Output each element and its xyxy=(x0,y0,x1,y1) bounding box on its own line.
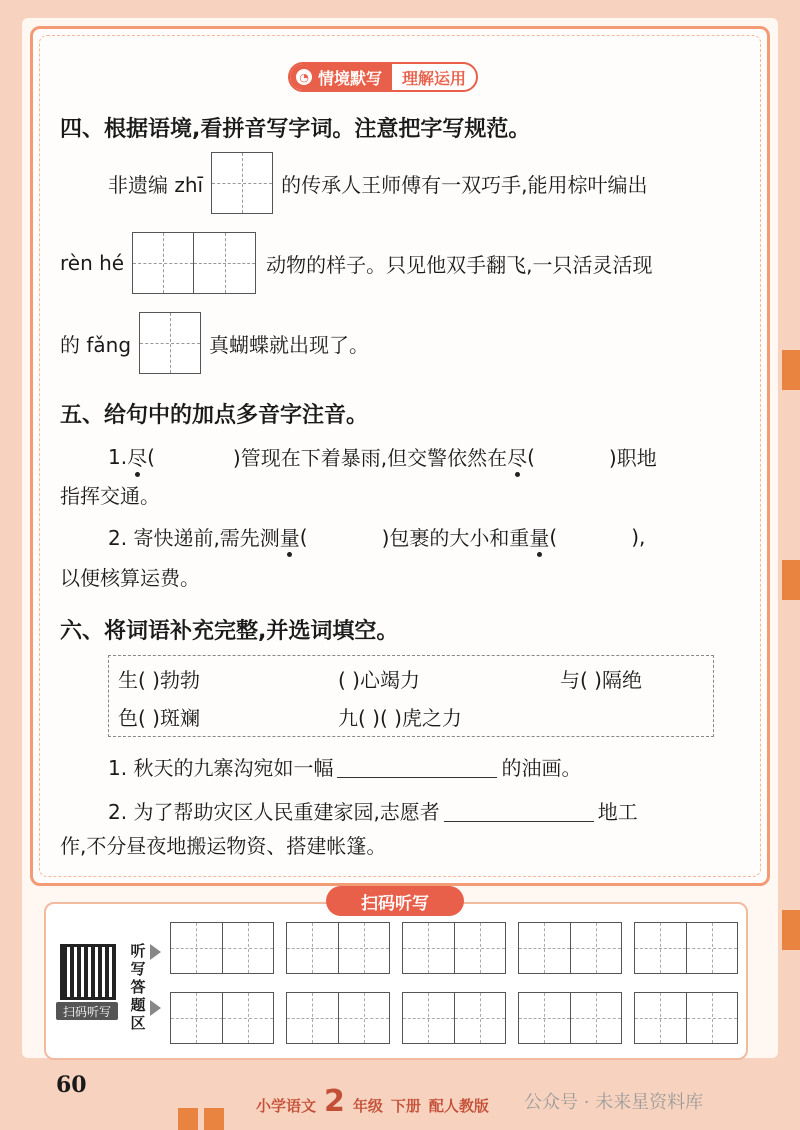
writing-grid[interactable] xyxy=(194,232,256,294)
dictation-tag: 扫码听写 xyxy=(326,886,464,916)
s4-text: 非遗编 zhī xyxy=(108,172,204,197)
s5-text: ( xyxy=(299,524,308,549)
s4-text: 的 fǎng xyxy=(60,332,132,357)
dictation-grid[interactable] xyxy=(170,922,274,974)
s4-text: 的传承人王师傅有一双巧手,能用棕叶编出 xyxy=(281,172,648,197)
bottom-tab xyxy=(204,1108,224,1130)
s6-q2 xyxy=(108,796,638,825)
s6-text: 1. 秋天的九寨沟宛如一幅 xyxy=(108,756,334,780)
volume: 下册 xyxy=(390,1097,421,1115)
s5-q2-cont: 以便核算运费。 xyxy=(60,566,200,590)
dictation-grid[interactable] xyxy=(402,922,506,974)
section-4-title: 四、根据语境,看拼音写字词。注意把字写规范。 xyxy=(60,117,531,142)
clock-icon: ◔ xyxy=(296,69,312,85)
dotted-char: 尽 xyxy=(127,442,147,471)
s5-text: )管现在下着暴雨,但交警依然在 xyxy=(232,446,508,470)
side-tab xyxy=(782,560,800,600)
s6-q2-cont: 作,不分昼夜地搬运物资、搭建帐篷。 xyxy=(60,834,387,858)
s4-text: 动物的样子。只见他双手翻飞,一只活灵活现 xyxy=(266,252,653,277)
s6-text: 的油画。 xyxy=(501,756,582,780)
word-item[interactable]: 九( )( )虎之力 xyxy=(338,706,462,730)
s5-text: 2. 寄快递前,需先测 xyxy=(108,526,280,550)
s4-line-3 xyxy=(60,312,369,374)
edition: 配人教版 xyxy=(428,1097,489,1115)
section-6-title: 六、将词语补充完整,并选词填空。 xyxy=(60,619,399,644)
dictation-vertical-label: 听写答题区 xyxy=(130,942,146,1032)
fill-blank[interactable] xyxy=(337,756,497,778)
dictation-grid[interactable] xyxy=(518,922,622,974)
section-tag xyxy=(288,62,478,92)
side-tab xyxy=(782,350,800,390)
writing-grid[interactable] xyxy=(132,232,194,294)
tag-sub: 理解运用 xyxy=(402,68,467,88)
s4-line-1 xyxy=(108,152,647,214)
word-item[interactable]: 与( )隔绝 xyxy=(560,668,642,692)
qr-code-icon[interactable] xyxy=(60,944,116,1000)
s5-text: ( xyxy=(527,444,535,469)
watermark: 公众号 · 未来星资料库 xyxy=(524,1092,704,1113)
dotted-char: 尽 xyxy=(507,442,527,471)
dictation-grid[interactable] xyxy=(634,922,738,974)
grade-number: 2 xyxy=(324,1084,345,1119)
arrow-right-icon xyxy=(150,944,161,960)
dictation-grid[interactable] xyxy=(170,992,274,1044)
s6-text: 地工 xyxy=(597,800,638,824)
s5-text: )包裹的大小和重 xyxy=(381,526,530,550)
word-item[interactable]: 生( )勃勃 xyxy=(118,668,200,692)
s5-q2 xyxy=(108,522,645,551)
bottom-tab xyxy=(178,1108,198,1130)
s4-text: rèn hé xyxy=(60,251,125,275)
dotted-char: 量 xyxy=(280,522,300,551)
s5-text: ), xyxy=(631,524,646,549)
s5-text: 1. xyxy=(108,444,128,469)
s5-text: ( xyxy=(147,444,155,469)
fill-blank[interactable] xyxy=(444,800,594,822)
dictation-grid[interactable] xyxy=(402,992,506,1044)
writing-grid[interactable] xyxy=(211,152,273,214)
grade: 年级 xyxy=(352,1097,383,1115)
tag-main: 情境默写 xyxy=(318,68,383,88)
qr-label: 扫码听写 xyxy=(56,1002,118,1020)
s4-line-2 xyxy=(60,232,652,294)
s6-q1 xyxy=(108,752,581,781)
arrow-right-icon xyxy=(150,1000,161,1016)
word-item[interactable]: 色( )斑斓 xyxy=(118,706,200,730)
dictation-grid[interactable] xyxy=(634,992,738,1044)
dictation-grid[interactable] xyxy=(286,922,390,974)
s5-q1-cont: 指挥交通。 xyxy=(60,484,160,508)
dictation-grid[interactable] xyxy=(286,992,390,1044)
section-5-title: 五、给句中的加点多音字注音。 xyxy=(60,403,369,428)
s5-text: ( xyxy=(549,524,558,549)
s4-text: 真蝴蝶就出现了。 xyxy=(209,332,370,357)
dictation-grid[interactable] xyxy=(518,992,622,1044)
book-info xyxy=(256,1084,489,1119)
s5-q1 xyxy=(108,442,657,471)
page-number: 60 xyxy=(56,1072,87,1098)
dotted-char: 量 xyxy=(529,522,549,551)
s6-text: 2. 为了帮助灾区人民重建家园,志愿者 xyxy=(108,800,440,824)
word-item[interactable]: ( )心竭力 xyxy=(338,668,420,692)
side-tab xyxy=(782,910,800,950)
subject: 小学语文 xyxy=(256,1097,317,1115)
writing-grid[interactable] xyxy=(139,312,201,374)
s5-text: )职地 xyxy=(608,446,657,470)
